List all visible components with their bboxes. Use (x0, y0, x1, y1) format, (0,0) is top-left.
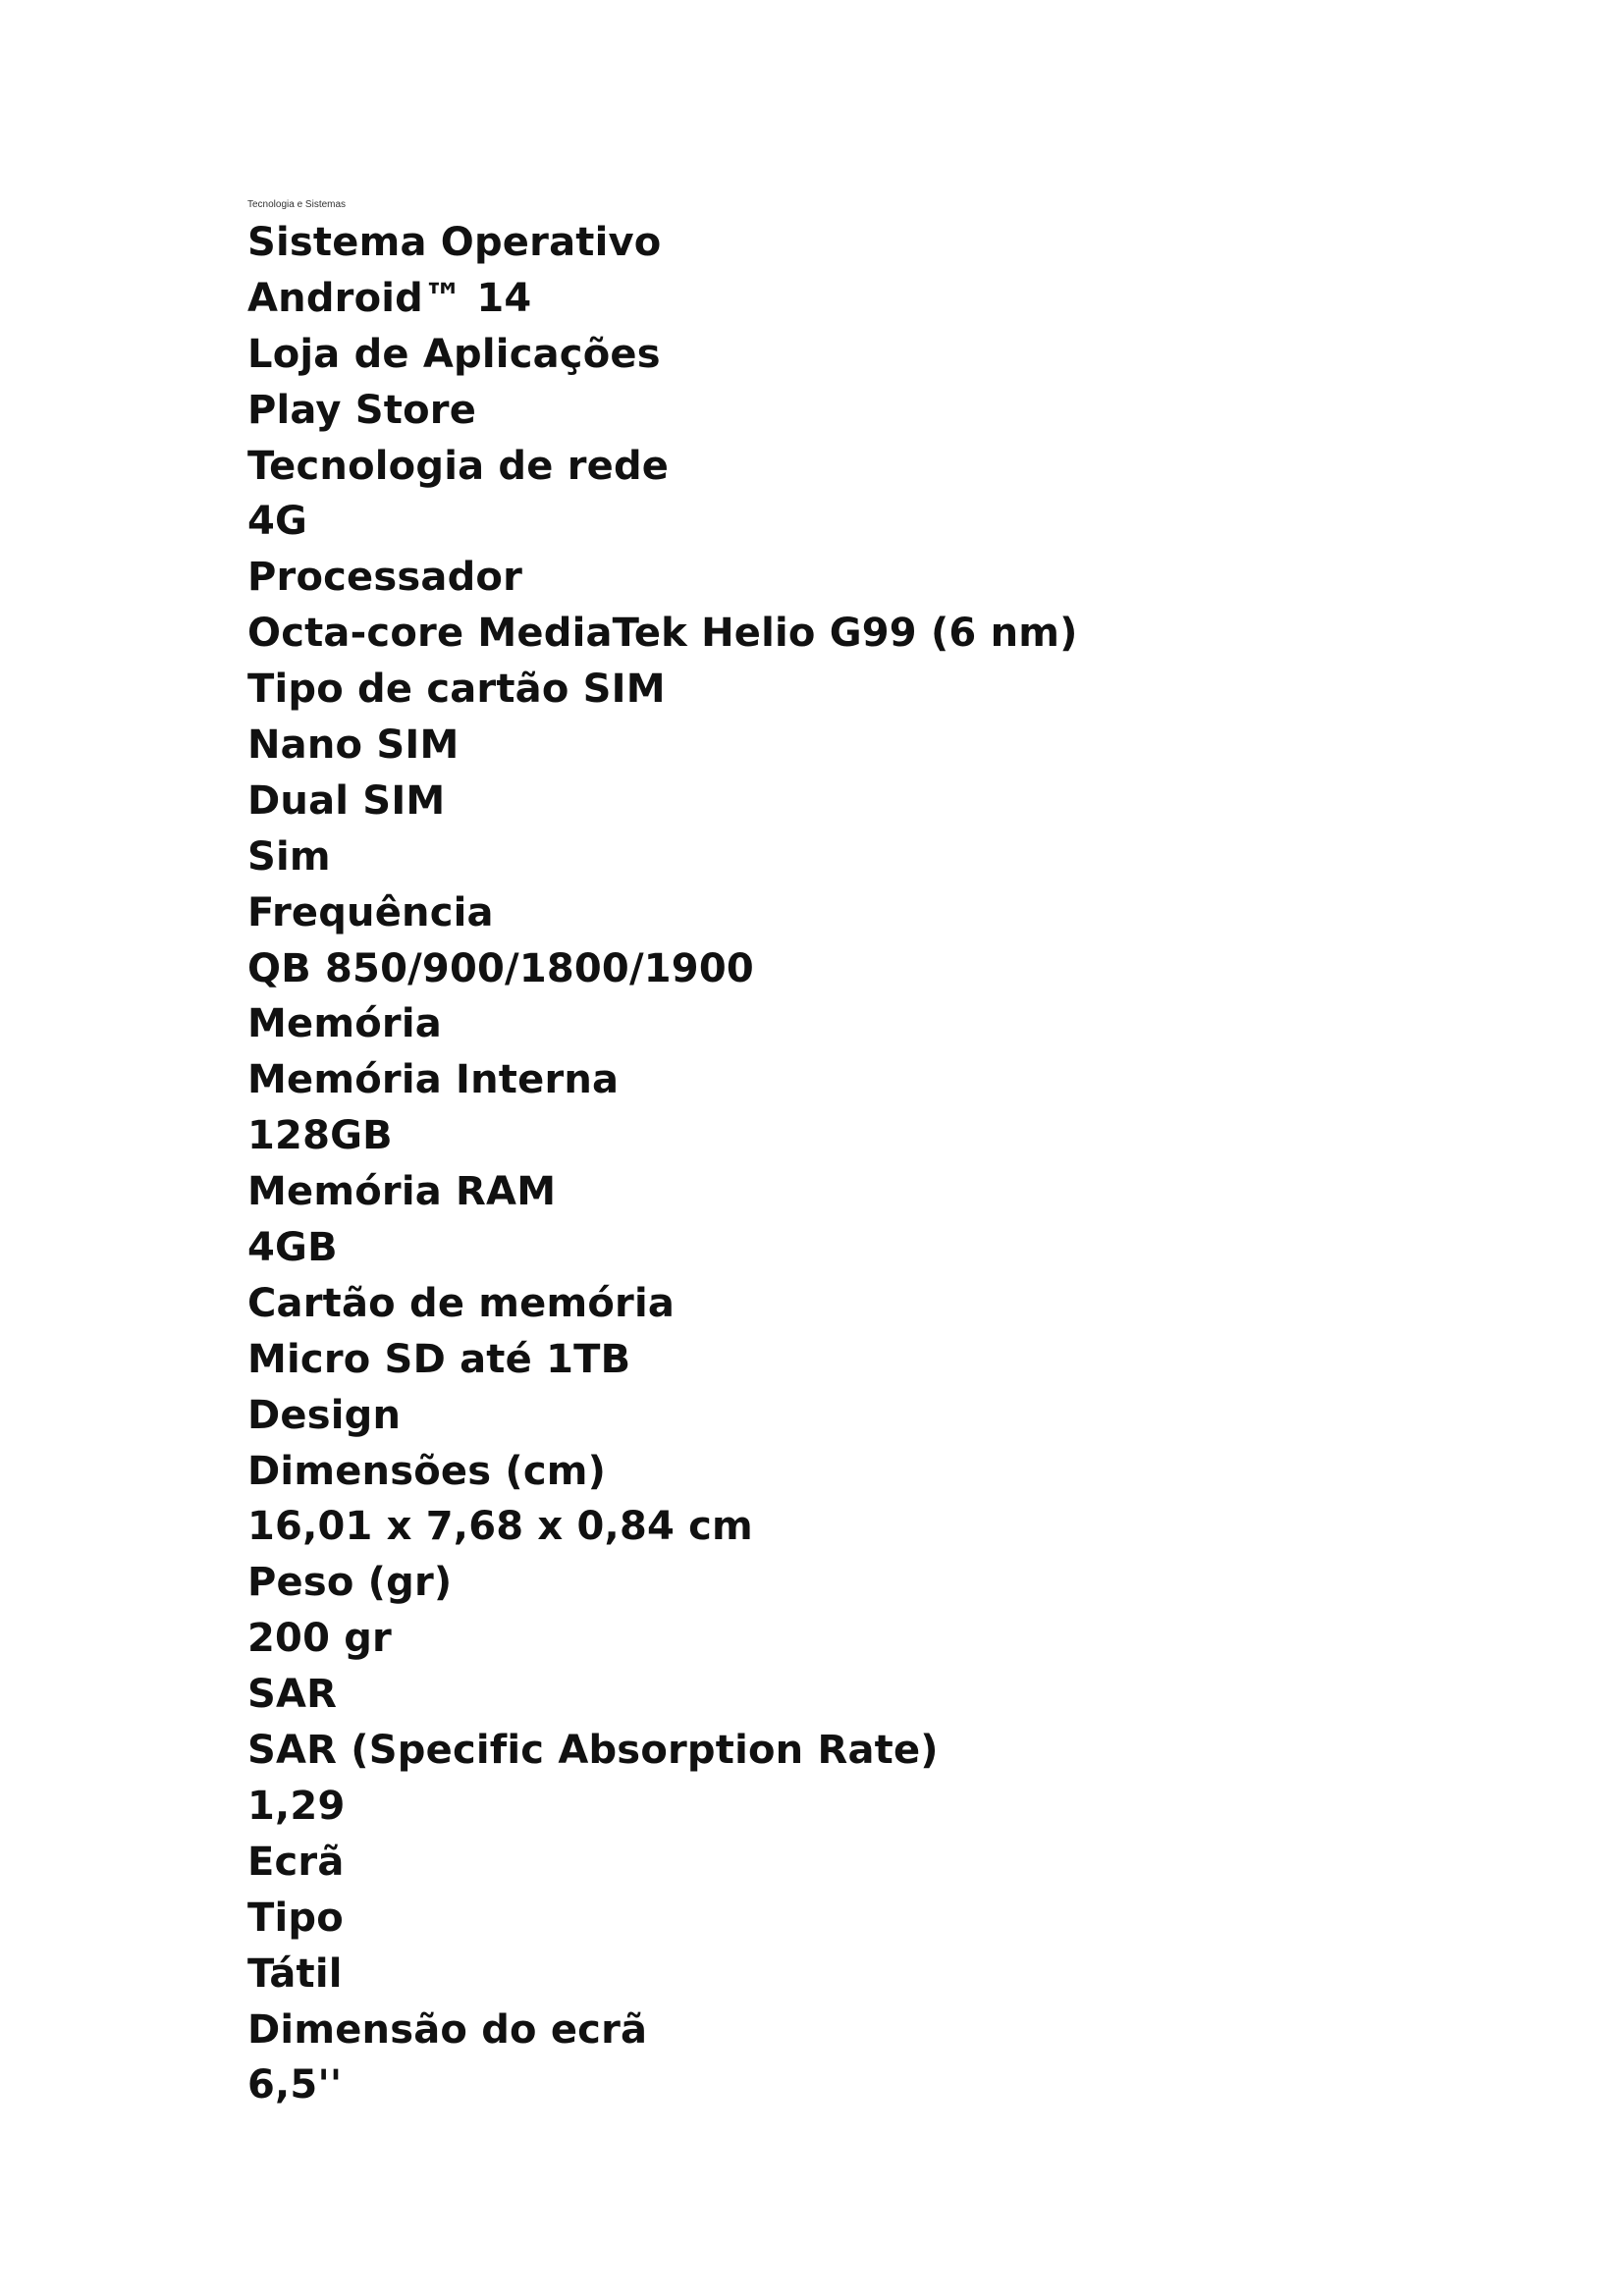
spec-line: Tecnologia de rede (247, 443, 670, 489)
spec-line: SAR (247, 1672, 338, 1718)
spec-line: 4G (247, 499, 308, 545)
spec-line: Design (247, 1392, 402, 1438)
spec-line: Frequência (247, 889, 494, 935)
spec-line: Cartão de memória (247, 1280, 676, 1326)
spec-line: Sim (247, 833, 331, 880)
spec-line: SAR (Specific Absorption Rate) (247, 1728, 939, 1774)
spec-line: Dimensões (cm) (247, 1448, 607, 1494)
spec-line: Processador (247, 555, 523, 601)
spec-line: QB 850/900/1800/1900 (247, 945, 754, 991)
spec-line: 128GB (247, 1113, 393, 1159)
spec-line: Android™ 14 (247, 275, 532, 321)
spec-line: Memória Interna (247, 1057, 620, 1103)
spec-line: Peso (gr) (247, 1560, 453, 1606)
spec-line: Memória (247, 1001, 442, 1047)
spec-line: 16,01 x 7,68 x 0,84 cm (247, 1504, 753, 1550)
spec-line: Sistema Operativo (247, 220, 662, 265)
spec-line: Micro SD até 1TB (247, 1336, 631, 1382)
spec-line: Nano SIM (247, 722, 460, 769)
spec-line: Play Store (247, 387, 477, 433)
spec-line: 1,29 (247, 1783, 346, 1829)
spec-line: Tátil (247, 1950, 343, 1997)
spec-line: Loja de Aplicações (247, 331, 661, 377)
spec-line: 200 gr (247, 1616, 392, 1662)
spec-line: Memória RAM (247, 1169, 557, 1215)
spec-line: 6,5'' (247, 2062, 343, 2109)
section-caption: Tecnologia e Sistemas (247, 199, 347, 210)
spec-line: Dimensão do ecrã (247, 2006, 648, 2053)
spec-line: Tipo de cartão SIM (247, 667, 666, 713)
spec-line: Tipo (247, 1895, 344, 1941)
spec-line: 4GB (247, 1225, 338, 1271)
spec-line: Ecrã (247, 1839, 345, 1885)
spec-line: Octa-core MediaTek Helio G99 (6 nm) (247, 611, 1078, 657)
spec-line: Dual SIM (247, 777, 446, 824)
spec-list (247, 215, 1078, 2113)
